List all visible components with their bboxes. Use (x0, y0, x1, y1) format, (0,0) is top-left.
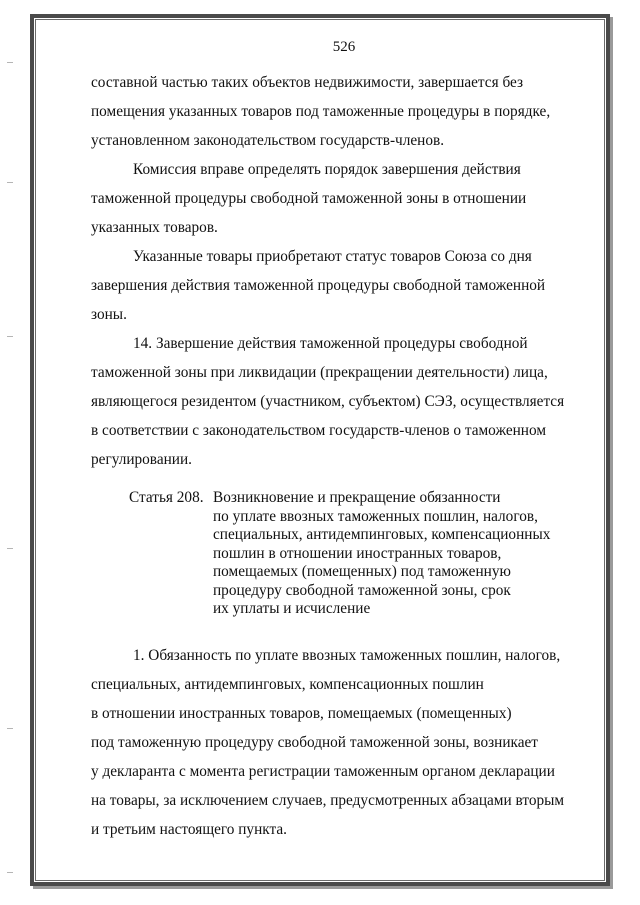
margin-mark (7, 728, 13, 729)
paragraph: 14. Завершение действия таможенной процедуры свободной таможенной зоны при ликвидации (прекращении деятельности) лица, являющегося резидентом (участником, субъектом) СЭЗ, осуществляется в соответствии с законодательством государств-членов о таможенном регулировании. (91, 335, 565, 468)
article-number: Статья 208. (129, 489, 204, 506)
margin-mark (7, 62, 13, 63)
article-heading (91, 489, 597, 619)
margin-mark (7, 872, 13, 873)
margin-mark (7, 182, 13, 183)
document-page (91, 38, 597, 868)
paragraph: составной частью таких объектов недвижимости, завершается без помещения указанных товаров под таможенные процедуры в порядке, установленном законодательством государств-членов. (91, 74, 551, 149)
article-title: Возникновение и прекращение обязанности по уплате ввозных таможенных пошлин, налогов, специальных, антидемпинговых, компенсационных пошлин в отношении иностранных товаров, помещаемых (помещенных) под таможенную процедуру свободной таможенной зоны, срок их уплаты и исчисление (213, 489, 551, 617)
paragraph: Указанные товары приобретают статус товаров Союза со дня завершения действия таможенной процедуры свободной таможенной зоны. (91, 248, 546, 323)
paragraph: 1. Обязанность по уплате ввозных таможенных пошлин, налогов, специальных, антидемпинговых, компенсационных пошлин в отношении иностранных товаров, помещаемых (помещенных) под таможенную процедуру свободной таможенной зоны, возникает у декларанта с момента регистрации таможенным органом декларации на товары, за исключением случаев, предусмотренных абзацами вторым и третьим настоящего пункта. (91, 646, 565, 838)
page-number: 526 (332, 39, 356, 55)
paragraph: Комиссия вправе определять порядок завершения действия таможенной процедуры свободной таможенной зоны в отношении указанных товаров. (91, 161, 527, 236)
margin-mark (7, 336, 13, 337)
margin-mark (7, 548, 13, 549)
